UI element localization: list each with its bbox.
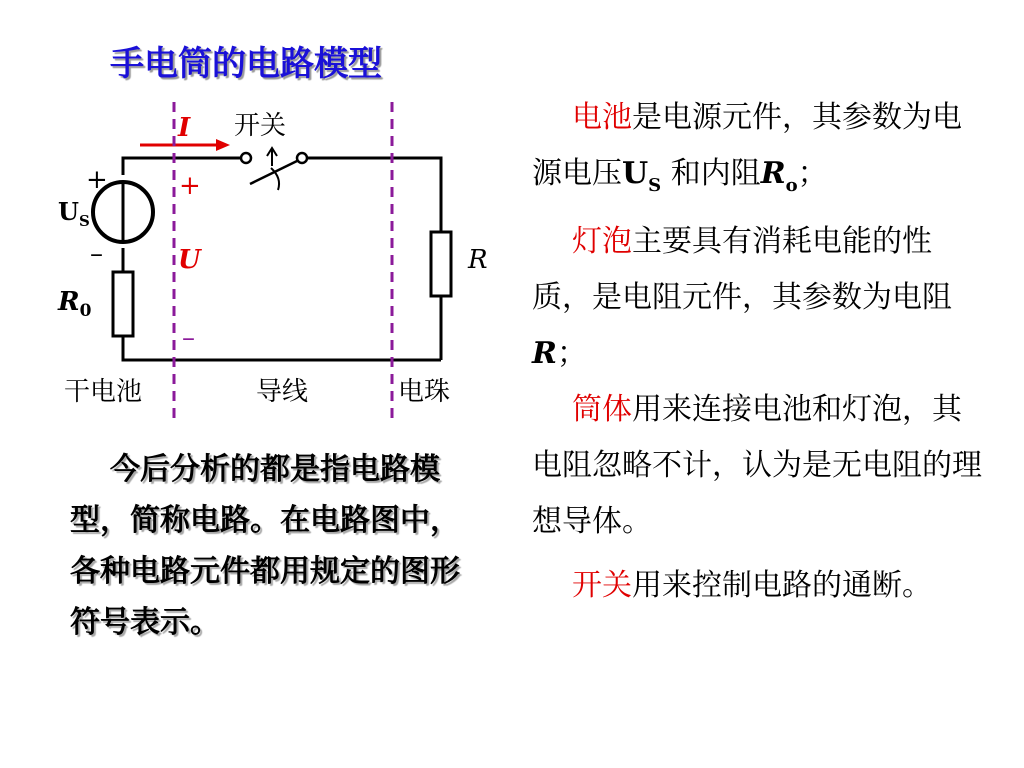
switch-description: 开关用来控制电路的通断。 xyxy=(572,568,932,603)
wire-label: 导线 xyxy=(256,377,309,407)
r-label: R xyxy=(468,245,488,275)
load-resistor-icon xyxy=(431,232,451,296)
tube-term: 筒体 xyxy=(572,392,632,427)
bulb-label: 电珠 xyxy=(398,377,451,407)
page-title: 手电筒的电路模型 xyxy=(110,44,382,84)
switch-blade xyxy=(250,161,297,184)
switch-terminal-left xyxy=(241,153,251,163)
component-descriptions xyxy=(532,90,982,614)
voltage-minus-sign: – xyxy=(182,323,195,353)
source-plus-sign: + xyxy=(86,165,108,195)
voltage-label: U xyxy=(178,245,201,275)
battery-term: 电池 xyxy=(572,100,632,135)
r0-label: $R_0$ xyxy=(58,287,92,321)
summary-paragraph: 今后分析的都是指电路模型，简称电路。在电路图中，各种电路元件都用规定的图形符号表示。 xyxy=(70,452,460,640)
bulb-term: 灯泡 xyxy=(572,224,632,259)
voltage-plus-sign: + xyxy=(179,171,201,201)
us-label: $U_S$ xyxy=(58,197,90,230)
source-minus-sign: – xyxy=(90,239,103,269)
switch-terminal-right xyxy=(297,153,307,163)
battery-label: 干电池 xyxy=(64,377,143,407)
switch-term: 开关 xyxy=(572,568,632,603)
tube-description: 筒体用来连接电池和灯泡，其电阻忽略不计，认为是无电阻的理想导体。 xyxy=(532,392,982,539)
top-right-wire xyxy=(302,158,441,232)
battery-description: 电池是电源元件，其参数为电源电压$U_S$ 和内阻$R_o$； xyxy=(532,100,962,196)
circuit-diagram xyxy=(0,0,520,440)
current-arrow-icon xyxy=(216,139,230,151)
bulb-description: 灯泡主要具有消耗电能的性质，是电阻元件，其参数为电阻R； xyxy=(532,224,952,371)
switch-label: 开关 xyxy=(234,111,287,141)
internal-resistor-icon xyxy=(113,272,133,336)
current-label: I xyxy=(178,113,191,143)
